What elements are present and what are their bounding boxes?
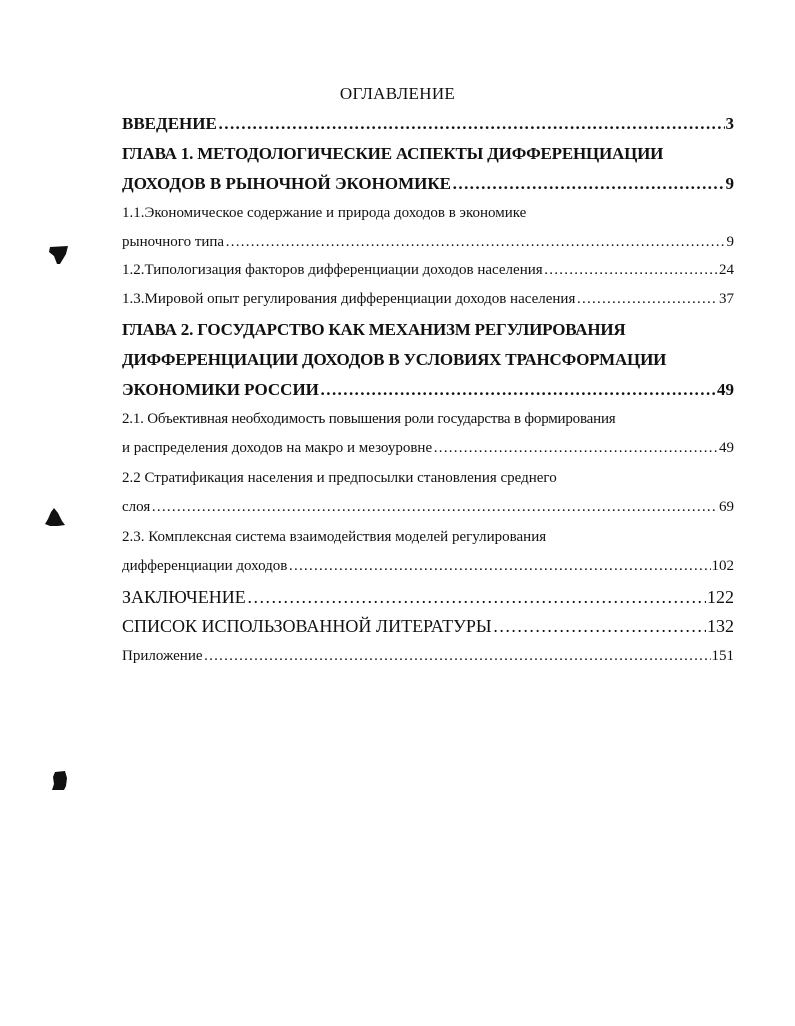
dot-leader [225,234,725,251]
toc-entry-text: Приложение [122,648,203,664]
toc-entry-text: ГЛАВА 2. ГОСУДАРСТВО КАК МЕХАНИЗМ РЕГУЛИРОВАНИЯ [122,320,626,339]
toc-entry-text: 2.2 Стратификация населения и предпосылки становления среднего [122,470,557,486]
toc-entry-section-1-1-line-1[interactable] [122,205,734,222]
toc-entry-introduction[interactable] [122,114,734,134]
toc-entry-text: дифференциации доходов [122,558,288,574]
dot-leader [247,587,706,608]
toc-entry-section-2-3-line-1[interactable] [122,529,734,546]
toc-entry-text: 2.1. Объективная необходимость повышения роли государства в формирования [122,411,616,427]
dot-leader [288,558,710,575]
dot-leader [433,440,718,457]
toc-title: ОГЛАВЛЕНИЕ [339,84,456,103]
dot-leader [151,499,718,516]
toc-entry-text: рыночного типа [122,234,225,250]
toc-entry-text: 1.1.Экономическое содержание и природа доходов в экономике [122,205,527,221]
toc-entry-text: 1.2.Типологизация факторов дифференциации доходов населения [122,262,543,278]
toc-entry-text: ДИФФЕРЕНЦИАЦИИ ДОХОДОВ В УСЛОВИЯХ ТРАНСФОРМАЦИИ [122,350,667,369]
toc-entry-section-1-2[interactable] [122,262,734,279]
toc-page-number: 122 [707,587,734,607]
toc-entry-section-2-1-line-2[interactable] [122,440,734,457]
dot-leader [320,380,716,400]
toc-entry-text: 2.3. Комплексная система взаимодействия моделей регулирования [122,529,547,545]
scan-blot-top [48,244,70,266]
toc-page-number: 132 [707,616,734,636]
toc-page-number: 24 [719,262,734,278]
dot-leader [576,291,718,308]
toc-entry-chapter-2-line-1[interactable] [122,320,734,340]
toc-page-number: 49 [717,380,734,399]
toc-page-number: 9 [725,174,734,193]
dot-leader [204,648,711,665]
toc-entry-section-2-3-line-2[interactable] [122,558,734,575]
toc-entry-section-2-2-line-1[interactable] [122,470,734,487]
toc-entry-text: ДОХОДОВ В РЫНОЧНОЙ ЭКОНОМИКЕ [122,174,452,193]
toc-entry-text: ВВЕДЕНИЕ [122,114,217,133]
toc-entry-bibliography[interactable] [122,616,734,637]
toc-page-number: 49 [719,440,734,456]
toc-entry-section-2-2-line-2[interactable] [122,499,734,516]
dot-leader [218,114,725,134]
toc-entry-chapter-2-line-3[interactable] [122,380,734,400]
toc-entry-chapter-2-line-2[interactable] [122,350,734,370]
dot-leader [544,262,718,279]
toc-entry-text: слоя [122,499,151,515]
toc-page-number: 102 [711,558,734,574]
toc-page-number: 3 [725,114,734,133]
toc-entry-section-2-1-line-1[interactable] [122,411,734,428]
toc-page-number: 151 [711,648,734,664]
toc-entry-conclusion[interactable] [122,587,734,608]
toc-entry-appendix[interactable] [122,648,734,665]
dot-leader [493,616,706,637]
dot-leader [452,174,724,194]
toc-entry-text: ЗАКЛЮЧЕНИЕ [122,587,246,607]
toc-page-number: 37 [719,291,734,307]
toc-entry-section-1-1-line-2[interactable] [122,234,734,251]
scan-blot-bottom [50,770,70,792]
scan-blot-middle [44,507,66,529]
toc-entry-text: ЭКОНОМИКИ РОССИИ [122,380,319,399]
toc-entry-chapter-1-line-1[interactable] [122,144,734,164]
toc-entry-chapter-1-line-2[interactable] [122,174,734,194]
toc-entry-section-1-3[interactable] [122,291,734,308]
toc-entry-text: ГЛАВА 1. МЕТОДОЛОГИЧЕСКИЕ АСПЕКТЫ ДИФФЕРЕНЦИАЦИИ [122,144,664,163]
toc-entry-text: 1.3.Мировой опыт регулирования дифференциации доходов населения [122,291,576,307]
toc-entry-text: СПИСОК ИСПОЛЬЗОВАННОЙ ЛИТЕРАТУРЫ [122,616,492,636]
toc-page-number: 9 [726,234,734,250]
toc-entry-text: и распределения доходов на макро и мезоуровне [122,440,433,456]
toc-page-number: 69 [719,499,734,515]
